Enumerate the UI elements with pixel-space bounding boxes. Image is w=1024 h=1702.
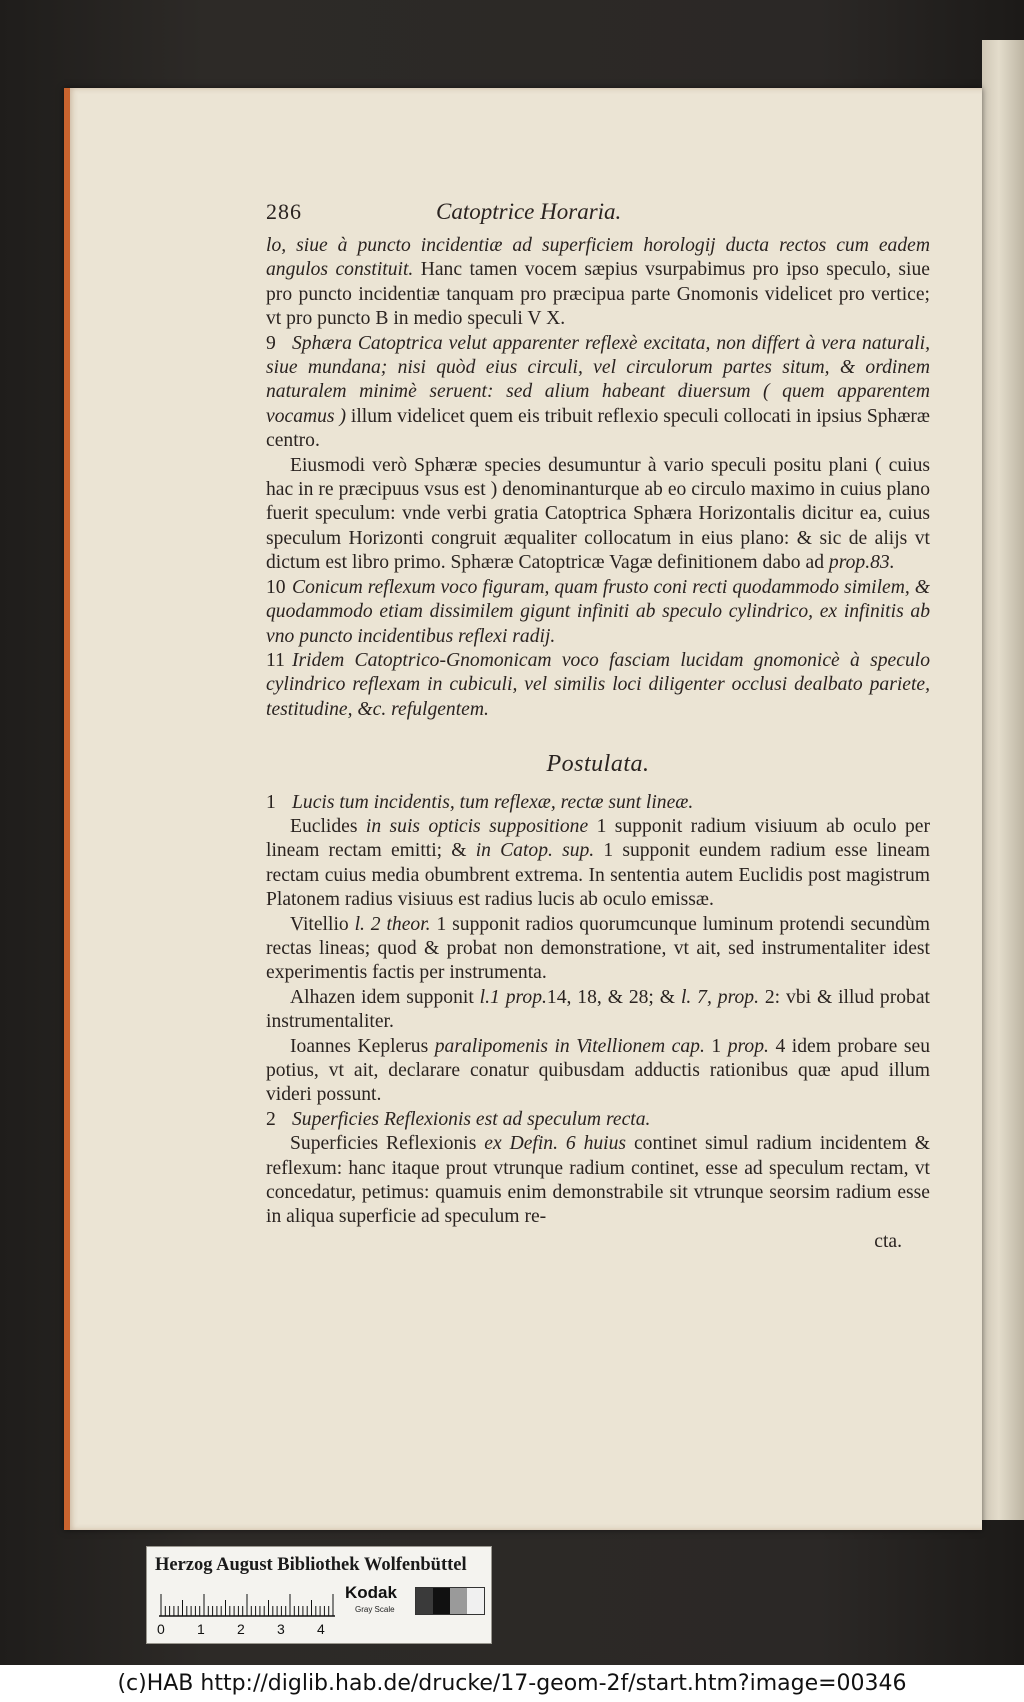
kodak-logo: Kodak <box>345 1583 397 1602</box>
swatch-white <box>467 1588 484 1614</box>
paragraph-1: lo, siue à puncto incidentiæ ad superficiem horologij ducta rectos cum eadem angulos constituit. Hanc tamen vocem sæpius vsurpabimus pro ipso speculo, siue pro puncto incidentiæ tanquam pro præcipua parte Gnomonis videlicet pro vertice; vt pro puncto B in medio speculi V X. <box>266 235 930 330</box>
paragraph-vitellio: Vitellio l. 2 theor. 1 supponit radios quorumcunque luminum protendi secundùm rectas lineas; quod & probat non demonstratione, vt ait, sed instrumentaliter idest experimentis factis per instrumenta. <box>266 913 930 984</box>
measurement-ruler <box>159 1587 339 1617</box>
swatch-black <box>433 1588 450 1614</box>
page-header <box>266 200 930 234</box>
definition-10: 10 Conicum reflexum voco figuram, quam frusto coni recti quodammodo similem, & quodammodo etiam dissimilem gigunt infiniti ab speculo cylindrico, ex infinitis ab vno puncto incidentibus reflexi radij. <box>266 576 930 647</box>
page-number: 286 <box>266 199 302 224</box>
swatch-dark <box>416 1588 433 1614</box>
paragraph-alhazen: Alhazen idem supponit l.1 prop.14, 18, & 28; & l. 7, prop. 2: vbi & illud probat instrumentaliter. <box>266 986 930 1033</box>
definition-9: 9 Sphæra Catoptrica velut apparenter reflexè excitata, non differt à vera naturali, siue mundana; nisi quòd eius circuli, vel circulorum partes situm, & ordinem naturalem minimè seruent: sed alium habeant diuersum ( quem apparentem vocamus ) illum videlicet quem eis tribuit reflexio speculi collocati in ipsius Sphæræ centro. <box>266 332 930 452</box>
ruler-number: 3 <box>277 1621 285 1637</box>
section-heading: Postulata. <box>546 751 650 778</box>
gray-scale-caption: Gray Scale <box>355 1605 395 1614</box>
definition-11: 11 Iridem Catoptrico-Gnomonicam voco fasciam lucidam gnomonicè à speculo cylindrico reflexam in cubiculi, vel similis loci diligenter occlusi dealbato pariete, testitudine, &c. refulgentem. <box>266 649 930 720</box>
ruler-number: 0 <box>157 1621 165 1637</box>
library-name: Herzog August Bibliothek Wolfenbüttel <box>155 1555 467 1575</box>
ruler-number: 2 <box>237 1621 245 1637</box>
ruler-numbers <box>157 1621 357 1641</box>
paragraph-2: Eiusmodi verò Sphæræ species desumuntur à vario speculi positu plani ( cuius hac in re præcipuus vsus est ) denominanturque ab eo circulo maximo in cuius plano fuerit speculum: vnde verbi gratia Catoptrica Sphæra Horizontalis dicitur ea, cuius speculum Horizonti congruit æqualiter collocatum in eius plano: & sic de alijs vt dictum est libro primo. Sphæræ Catoptricæ Vagæ definitionem dabo ad prop.83. <box>266 454 930 574</box>
postulate-1: 1 Lucis tum incidentis, tum reflexæ, rectæ sunt lineæ. <box>266 791 694 813</box>
paragraph-superficies: Superficies Reflexionis ex Defin. 6 huius continet simul radium incidentem & reflexum: hanc itaque prout vtrunque radium continet, esse ad speculum rectam, vt concedatur, petimus: quamuis enim demonstrabile sit vtrunque seorsim radium esse in aliqua superficie ad speculum re- <box>266 1133 931 1228</box>
page-text <box>266 200 930 1254</box>
ruler-number: 1 <box>197 1621 205 1637</box>
facing-page-edge <box>982 40 1024 1520</box>
library-label <box>146 1546 492 1644</box>
swatch-mid <box>450 1588 467 1614</box>
postulate-2: 2 Superficies Reflexionis est ad speculum recta. <box>266 1108 651 1130</box>
running-title: Catoptrice Horaria. <box>436 199 622 224</box>
paragraph-keplerus: Ioannes Keplerus paralipomenis in Vitellionem cap. 1 prop. 4 idem probare seu potius, vt ait, declarare conatur quibusdam adductis rationibus quæ apud illum videri possunt. <box>266 1035 930 1106</box>
source-url-footer: (c)HAB http://diglib.hab.de/drucke/17-geom-2f/start.htm?image=00346 <box>0 1665 1024 1702</box>
ruler-number: 4 <box>317 1621 325 1637</box>
catchword: cta. <box>874 1230 902 1252</box>
gray-scale-swatches <box>415 1587 485 1615</box>
paragraph-euclides: Euclides in suis opticis suppositione 1 supponit radium visiuum ab oculo per lineam rectam emitti; & in Catop. sup. 1 supponit eundem radium esse lineam rectam cuius media obumbrent extrema. In sententia autem Euclidis post magistrum Platonem radius visiuus est radius lucis ab oculo emissæ. <box>266 815 930 911</box>
